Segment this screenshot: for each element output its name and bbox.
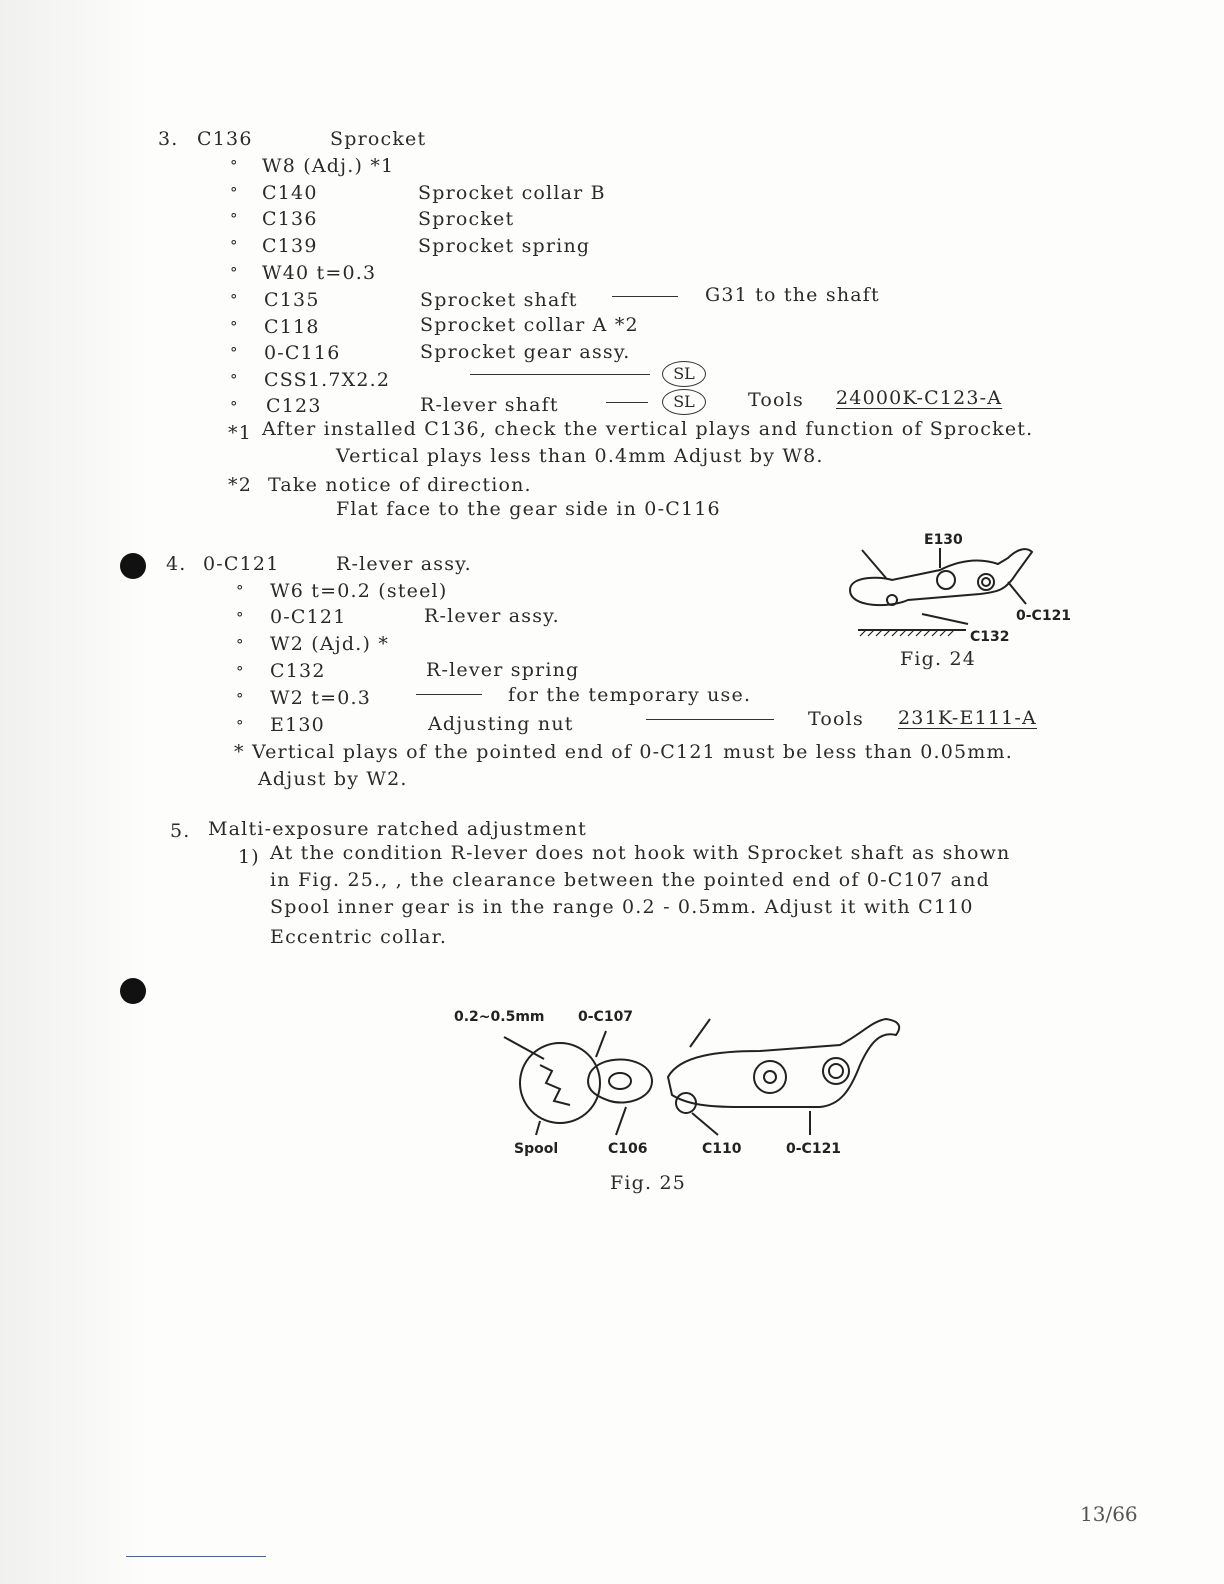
part-code: C132 — [270, 660, 326, 682]
pawl-eccentric — [609, 1073, 631, 1089]
figure-caption: Fig. 25 — [610, 1172, 687, 1194]
note-text: Flat face to the gear side in 0-C116 — [336, 498, 721, 520]
part-name: Adjusting nut — [428, 713, 574, 735]
pawl-outline — [588, 1060, 652, 1103]
part-name: R-lever shaft — [420, 394, 559, 416]
scan-shadow — [0, 0, 150, 1584]
leader-line — [536, 1121, 540, 1135]
figure-label: E130 — [924, 532, 963, 548]
gear-teeth — [540, 1065, 570, 1105]
step-number: 1) — [238, 846, 260, 868]
leader-line — [612, 296, 678, 297]
bullet: ° — [230, 237, 238, 255]
pivot-circle-inner — [982, 578, 990, 586]
note-mark: *1 — [228, 422, 252, 444]
part-note: for the temporary use. — [508, 684, 752, 706]
note-text: * Vertical plays of the pointed end of 0-C121 must be less than 0.05mm. — [234, 741, 1013, 763]
note-text: Adjust by W2. — [258, 768, 408, 790]
leader-line — [646, 719, 774, 720]
section-number: 5. — [170, 820, 191, 842]
part-name: Sprocket gear assy. — [420, 341, 631, 363]
section-title: Malti-exposure ratched adjustment — [208, 818, 588, 840]
punch-hole — [120, 978, 146, 1004]
step-text: Spool inner gear is in the range 0.2 - 0.5mm. Adjust it with C110 — [270, 896, 974, 918]
part-code: W8 (Adj.) *1 — [262, 155, 395, 177]
note-mark: *2 — [228, 474, 252, 496]
bullet: ° — [230, 210, 238, 228]
leader-arrow — [862, 550, 886, 578]
bullet: ° — [236, 690, 244, 708]
part-code: C140 — [262, 182, 318, 204]
section-number: 3. — [158, 128, 179, 150]
link-underline — [126, 1556, 266, 1557]
part-code: C139 — [262, 235, 318, 257]
pivot-circle — [823, 1058, 849, 1084]
leader-line — [692, 1113, 718, 1135]
part-code: 0-C121 — [203, 553, 280, 575]
part-name: Sprocket spring — [418, 235, 591, 257]
bullet: ° — [230, 291, 238, 309]
part-code: C118 — [264, 316, 320, 338]
page-number: 13/66 — [1080, 1502, 1138, 1526]
part-code: 0-C116 — [264, 342, 341, 364]
part-code: W6 t=0.2 (steel) — [270, 580, 448, 602]
step-text: At the condition R-lever does not hook with Sprocket shaft as shown — [270, 842, 1011, 864]
part-code: 0-C121 — [270, 606, 347, 628]
note-text: Vertical plays less than 0.4mm Adjust by W8. — [336, 445, 824, 467]
step-text: Eccentric collar. — [270, 926, 448, 948]
part-note: G31 to the shaft — [705, 284, 880, 306]
part-name: Sprocket shaft — [420, 289, 578, 311]
tools-code: 231K-E111-A — [898, 707, 1037, 729]
bullet: ° — [236, 636, 244, 654]
bullet: ° — [236, 717, 244, 735]
pivot-circle — [754, 1061, 786, 1093]
leader-line — [1008, 582, 1026, 604]
bullet: ° — [230, 318, 238, 336]
tools-label: Tools — [748, 389, 804, 411]
sl-mark: SL — [662, 389, 706, 415]
rotation-arrow — [690, 1019, 710, 1047]
bullet: ° — [230, 398, 238, 416]
step-text: in Fig. 25., , the clearance between the pointed end of 0-C107 and — [270, 869, 990, 891]
bullet: ° — [236, 609, 244, 627]
pivot-circle — [978, 574, 994, 590]
figure-label: 0-C121 — [786, 1141, 842, 1157]
note-text: After installed C136, check the vertical plays and function of Sprocket. — [262, 418, 1034, 440]
part-code: C135 — [264, 289, 320, 311]
part-name: Sprocket — [330, 128, 427, 150]
figure-label: 0-C107 — [578, 1009, 634, 1025]
bullet: ° — [230, 264, 238, 282]
leader-line — [416, 694, 482, 695]
bullet: ° — [230, 184, 238, 202]
section-number: 4. — [166, 553, 187, 575]
figure-label: C132 — [970, 629, 1010, 645]
leader-line — [504, 1037, 544, 1059]
part-code: C136 — [197, 128, 253, 150]
leader-line — [596, 1031, 606, 1057]
figure-caption: Fig. 24 — [900, 648, 977, 670]
part-name: R-lever spring — [426, 659, 580, 681]
leader-line — [470, 374, 650, 375]
leader-line — [616, 1107, 626, 1135]
figure-label: 0.2~0.5mm — [454, 1009, 545, 1025]
part-code: W40 t=0.3 — [262, 262, 377, 284]
r-lever-outline — [668, 1019, 899, 1107]
bullet: ° — [236, 582, 244, 600]
figure-25-drawing — [440, 995, 920, 1165]
part-code: C136 — [262, 208, 318, 230]
part-name: Sprocket — [418, 208, 515, 230]
leader-line — [606, 402, 648, 403]
part-code: CSS1.7X2.2 — [264, 369, 391, 391]
part-code: C123 — [266, 395, 322, 417]
tools-label: Tools — [808, 708, 864, 730]
figure-label: C106 — [608, 1141, 648, 1157]
sl-mark: SL — [662, 361, 706, 387]
tools-code: 24000K-C123-A — [836, 387, 1003, 409]
bullet: ° — [230, 371, 238, 389]
part-code: E130 — [270, 714, 325, 736]
note-text: Take notice of direction. — [268, 474, 532, 496]
part-name: R-lever assy. — [336, 553, 472, 575]
part-name: Sprocket collar A *2 — [420, 314, 639, 336]
part-name: R-lever assy. — [424, 605, 560, 627]
leader-line — [922, 614, 968, 624]
bullet: ° — [230, 157, 238, 175]
pivot-circle — [937, 571, 955, 589]
bullet: ° — [236, 663, 244, 681]
part-code: W2 t=0.3 — [270, 687, 372, 709]
bullet: ° — [230, 344, 238, 362]
pivot-circle-inner — [829, 1064, 843, 1078]
figure-label: C110 — [702, 1141, 742, 1157]
figure-label: Spool — [514, 1141, 559, 1157]
part-code: W2 (Ajd.) * — [270, 633, 390, 655]
pivot-circle-inner — [764, 1071, 776, 1083]
figure-label: 0-C121 — [1016, 608, 1072, 624]
punch-hole — [120, 553, 146, 579]
part-name: Sprocket collar B — [418, 182, 606, 204]
